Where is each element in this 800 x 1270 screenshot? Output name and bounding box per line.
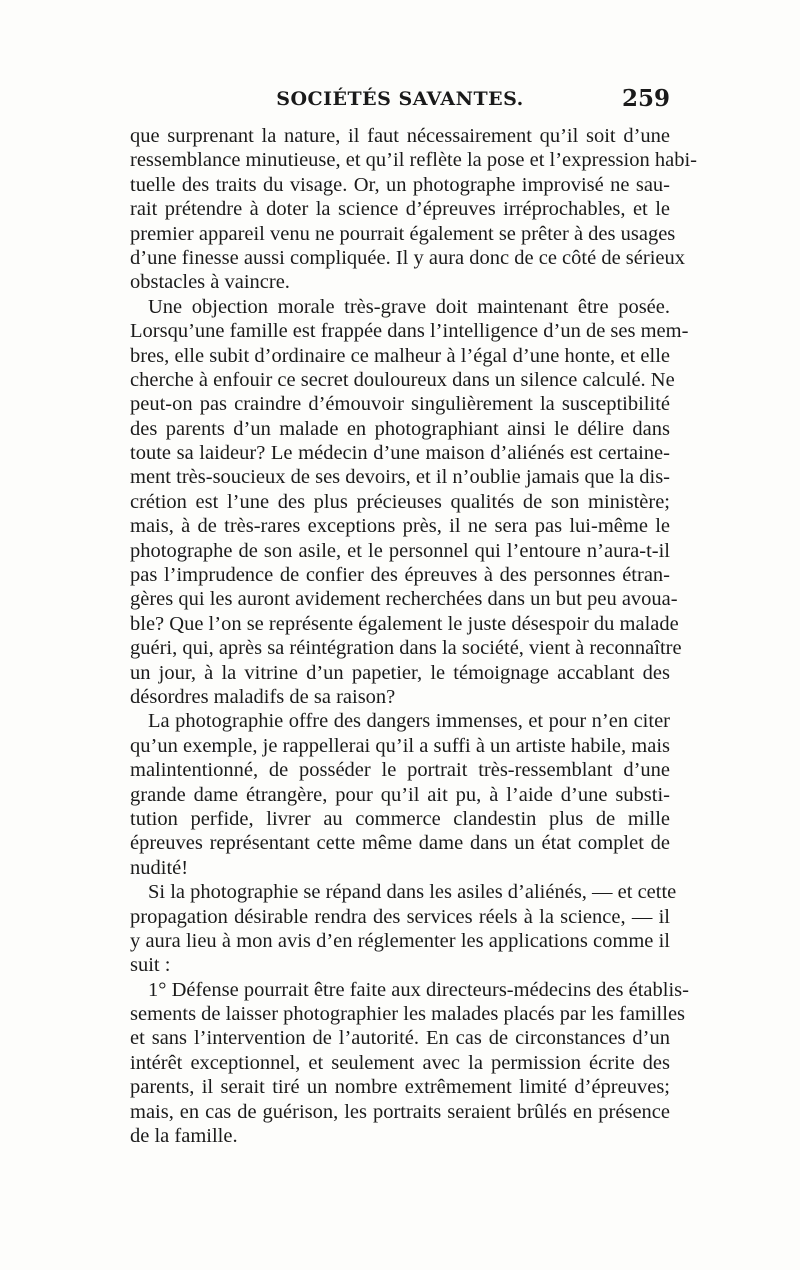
text-line: et sans l’intervention de l’autorité. En cas de circonstances d’un [130, 1027, 670, 1050]
text-line: malintentionné, de posséder le portrait très-ressemblant d’une [130, 759, 670, 782]
text-line: Lorsqu’une famille est frappée dans l’intelligence d’un de ses mem- [130, 320, 689, 343]
running-title: SOCIÉTÉS SAVANTES. [276, 88, 524, 110]
text-line: Une objection morale très-grave doit maintenant être posée. [148, 295, 670, 318]
text-line: guéri, qui, après sa réintégration dans la société, vient à reconnaître [130, 637, 682, 660]
text-line: ble? Que l’on se représente également le juste désespoir du malade [130, 612, 679, 635]
text-line: des parents d’un malade en photographiant ainsi le délire dans [130, 417, 670, 440]
text-line: rait prétendre à doter la science d’épreuves irréprochables, et le [130, 198, 670, 221]
text-line: tuelle des traits du visage. Or, un photographe improvisé ne sau- [130, 173, 670, 196]
text-line: mais, à de très-rares exceptions près, il ne sera pas lui-même le [130, 515, 670, 538]
text-line: peut-on pas craindre d’émouvoir singulièrement la susceptibilité [130, 393, 670, 416]
text-line: toute sa laideur? Le médecin d’une maison d’aliénés est certaine- [130, 442, 670, 465]
text-line: cherche à enfouir ce secret douloureux dans un silence calculé. Ne [130, 368, 675, 391]
text-line: épreuves représentant cette même dame dans un état complet de [130, 832, 670, 855]
text-line: d’une finesse aussi compliquée. Il y aura donc de ce côté de sérieux [130, 246, 685, 269]
text-line: y aura lieu à mon avis d’en réglementer les applications comme il [130, 929, 670, 952]
text-line: Si la photographie se répand dans les asiles d’aliénés, — et cette [148, 881, 677, 904]
text-line: désordres maladifs de sa raison? [130, 685, 396, 708]
text-line: pas l’imprudence de confier des épreuves à des personnes étran- [130, 564, 670, 587]
text-line: que surprenant la nature, il faut nécessairement qu’il soit d’une [130, 125, 670, 147]
paragraph [130, 978, 689, 1149]
text-line: bres, elle subit d’ordinaire ce malheur à l’égal d’une honte, et elle [130, 344, 670, 367]
page-number: 259 [621, 85, 670, 112]
text-line: propagation désirable rendra des services réels à la science, — il [130, 905, 670, 928]
text-line: grande dame étrangère, pour qu’il ait pu, à l’aide d’une substi- [130, 783, 670, 806]
text-line: photographe de son asile, et le personnel qui l’entoure n’aura-t-il [130, 539, 670, 562]
text-line: mais, en cas de guérison, les portraits seraient brûlés en présence [130, 1100, 670, 1123]
text-line: premier appareil venu ne pourrait également se prêter à des usages [130, 222, 676, 245]
text-line: 1° Défense pourrait être faite aux directeurs-médecins des établis- [148, 978, 689, 1001]
text-line: nudité! [130, 856, 189, 879]
text-line: ressemblance minutieuse, et qu’il reflète la pose et l’expression habi- [130, 149, 697, 172]
paragraph [130, 880, 677, 978]
text-line: obstacles à vaincre. [130, 271, 290, 294]
paragraph [130, 124, 697, 295]
running-head [130, 85, 670, 118]
text-line: intérêt exceptionnel, et seulement avec la permission écrite des [130, 1051, 670, 1074]
body-text [130, 124, 697, 1148]
text-line: tution perfide, livrer au commerce clandestin plus de mille [130, 807, 670, 830]
text-line: gères qui les auront avidement recherchées dans un but peu avoua- [130, 588, 678, 611]
text-line: suit : [130, 954, 171, 977]
text-line: de la famille. [130, 1125, 238, 1148]
text-line: crétion est l’une des plus précieuses qualités de son ministère; [130, 490, 670, 513]
paragraph [130, 295, 689, 710]
text-line: La photographie offre des dangers immenses, et pour n’en citer [148, 710, 670, 733]
paragraph [130, 709, 670, 880]
text-line: ment très-soucieux de ses devoirs, et il n’oublie jamais que la dis- [130, 466, 670, 489]
text-line: sements de laisser photographier les malades placés par les familles [130, 1003, 686, 1026]
text-line: parents, il serait tiré un nombre extrêmement limité d’épreuves; [130, 1076, 670, 1099]
text-line: qu’un exemple, je rappellerai qu’il a suffi à un artiste habile, mais [130, 734, 670, 757]
text-line: un jour, à la vitrine d’un papetier, le témoignage accablant des [130, 661, 670, 684]
